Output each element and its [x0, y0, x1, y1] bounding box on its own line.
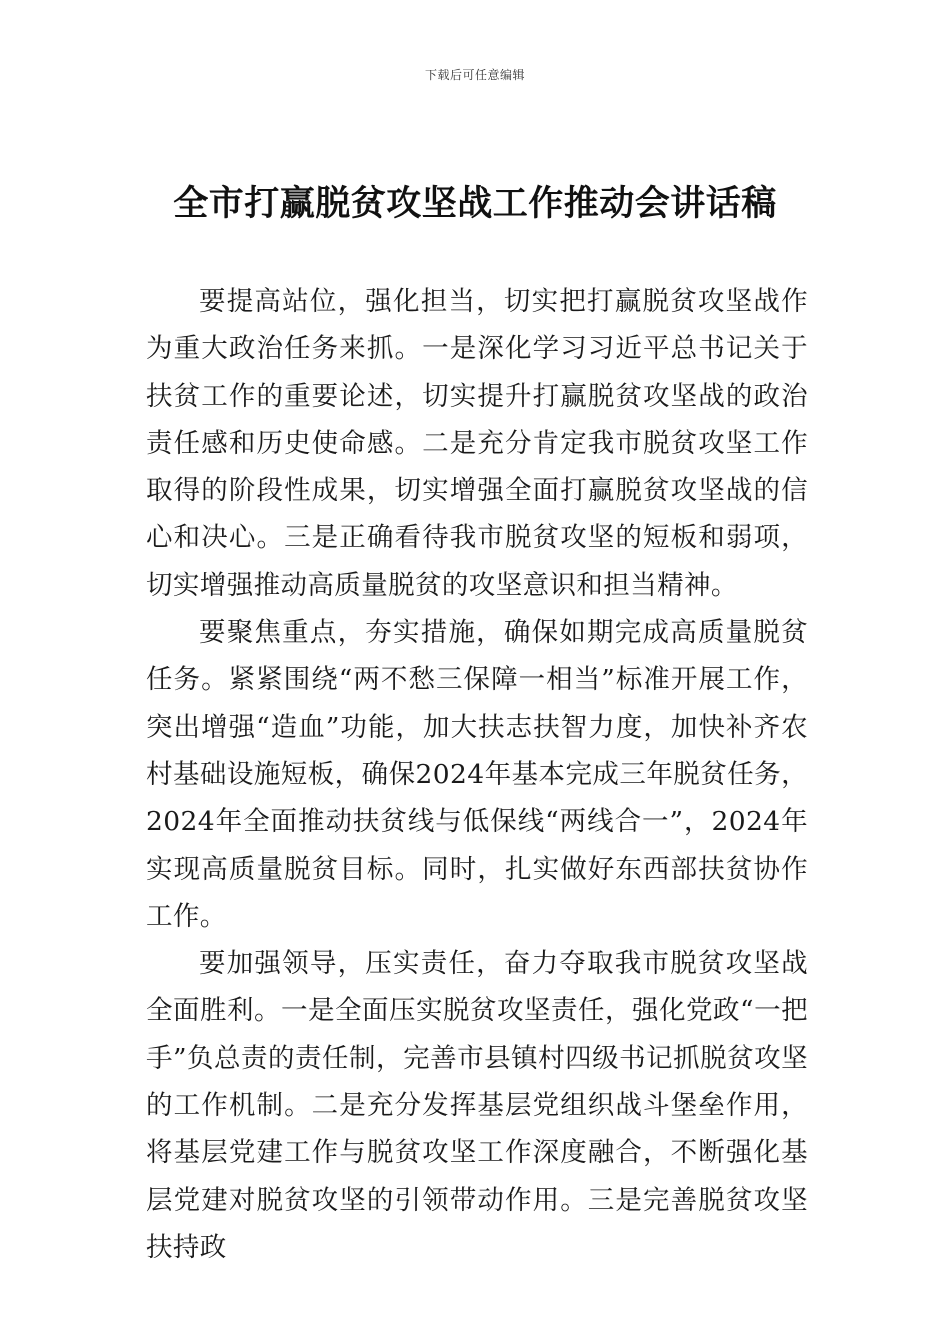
document-body	[146, 278, 808, 1271]
paragraph-3: 要加强领导，压实责任，奋力夺取我市脱贫攻坚战全面胜利。一是全面压实脱贫攻坚责任，强化党政“一把手”负总责的责任制，完善市县镇村四级书记抓脱贫攻坚的工作机制。二是充分发挥基层党组织战斗堡垒作用，将基层党建工作与脱贫攻坚工作深度融合，不断强化基层党建对脱贫攻坚的引领带动作用。三是完善脱贫攻坚扶持政	[146, 948, 808, 1263]
document-title: 全市打赢脱贫攻坚战工作推动会讲话稿	[173, 183, 777, 224]
paragraph-2: 要聚焦重点，夯实措施，确保如期完成高质量脱贫任务。紧紧围绕“两不愁三保障一相当”标准开展工作，突出增强“造血”功能，加大扶志扶智力度，加快补齐农村基础设施短板，确保2024年基本完成三年脱贫任务，2024年全面推动扶贫线与低保线“两线合一”，2024年实现高质量脱贫目标。同时，扎实做好东西部扶贫协作工作。	[146, 617, 808, 932]
header-note: 下载后可任意编辑	[424, 68, 525, 82]
paragraph-1: 要提高站位，强化担当，切实把打赢脱贫攻坚战作为重大政治任务来抓。一是深化学习习近平总书记关于扶贫工作的重要论述，切实提升打赢脱贫攻坚战的政治责任感和历史使命感。二是充分肯定我市脱贫攻坚工作取得的阶段性成果，切实增强全面打赢脱贫攻坚战的信心和决心。三是正确看待我市脱贫攻坚的短板和弱项，切实增强推动高质量脱贫的攻坚意识和担当精神。	[146, 286, 808, 601]
